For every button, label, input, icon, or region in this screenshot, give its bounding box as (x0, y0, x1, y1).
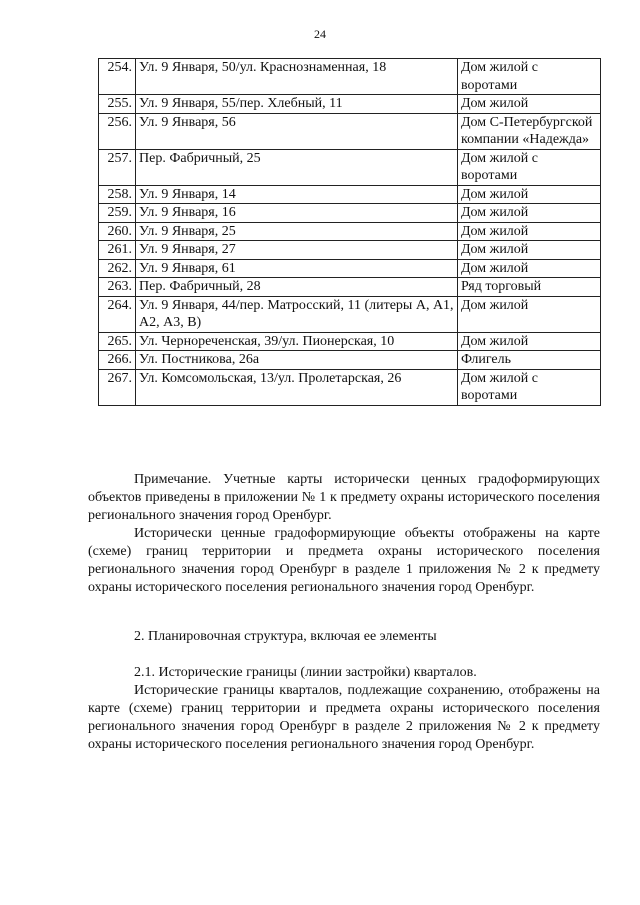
row-type: Дом жилой (458, 296, 601, 332)
row-address: Ул. 9 Января, 16 (136, 204, 458, 223)
table-row (99, 59, 601, 95)
row-type: Дом жилой (458, 95, 601, 114)
row-type: Дом жилой (458, 204, 601, 223)
row-type: Дом жилой (458, 222, 601, 241)
row-address: Ул. 9 Января, 56 (136, 113, 458, 149)
row-number: 261. (99, 241, 136, 260)
row-number: 257. (99, 149, 136, 185)
row-address: Ул. 9 Января, 50/ул. Краснознаменная, 18 (136, 59, 458, 95)
row-type: Дом жилой с воротами (458, 59, 601, 95)
row-address: Ул. 9 Января, 14 (136, 185, 458, 204)
row-type: Флигель (458, 351, 601, 370)
objects-table-body (99, 59, 601, 406)
row-number: 259. (99, 204, 136, 223)
row-number: 255. (99, 95, 136, 114)
table-row (99, 351, 601, 370)
row-number: 265. (99, 332, 136, 351)
row-address: Ул. Комсомольская, 13/ул. Пролетарская, 26 (136, 369, 458, 405)
row-address: Ул. 9 Января, 27 (136, 241, 458, 260)
row-type: Дом жилой (458, 241, 601, 260)
row-address: Пер. Фабричный, 28 (136, 278, 458, 297)
row-address: Ул. 9 Января, 61 (136, 259, 458, 278)
table-row (99, 259, 601, 278)
note-paragraph: Примечание. Учетные карты исторически ценных градоформирующих объектов приведены в приложении № 1 к предмету охраны исторического поселения регионального значения город Оренбург. (88, 472, 600, 523)
table-row (99, 95, 601, 114)
objects-table (98, 58, 601, 406)
row-type: Ряд торговый (458, 278, 601, 297)
table-row (99, 369, 601, 405)
row-address: Ул. 9 Января, 25 (136, 222, 458, 241)
row-number: 266. (99, 351, 136, 370)
row-address: Ул. 9 Января, 55/пер. Хлебный, 11 (136, 95, 458, 114)
row-type: Дом жилой (458, 259, 601, 278)
row-type: Дом жилой с воротами (458, 369, 601, 405)
page-number: 24 (314, 27, 326, 41)
row-address: Пер. Фабричный, 25 (136, 149, 458, 185)
row-address: Ул. Чернореченская, 39/ул. Пионерская, 10 (136, 332, 458, 351)
table-row (99, 241, 601, 260)
table-row (99, 296, 601, 332)
row-number: 262. (99, 259, 136, 278)
row-number: 256. (99, 113, 136, 149)
subsection-heading: 2.1. Исторические границы (линии застройки) кварталов. (134, 665, 477, 680)
row-address: Ул. Постникова, 26а (136, 351, 458, 370)
row-number: 267. (99, 369, 136, 405)
map-paragraph: Исторически ценные градоформирующие объекты отображены на карте (схеме) границ территории и предмета охраны исторического поселения регионального значения город Оренбург в разделе 1 приложения № 2 к предмету охраны исторического поселения регионального значения город Оренбург. (88, 526, 600, 595)
table-row (99, 332, 601, 351)
boundaries-paragraph: Исторические границы кварталов, подлежащие сохранению, отображены на карте (схеме) границ территории и предмета охраны исторического поселения регионального значения город Оренбург в разделе 2 приложения № 2 к предмету охраны исторического поселения регионального значения город Оренбург. (88, 683, 600, 752)
row-address: Ул. 9 Января, 44/пер. Матросский, 11 (литеры А, А1, А2, А3, В) (136, 296, 458, 332)
section-heading: 2. Планировочная структура, включая ее элементы (134, 629, 437, 644)
row-type: Дом жилой (458, 185, 601, 204)
table-row (99, 222, 601, 241)
row-type: Дом жилой (458, 332, 601, 351)
row-number: 260. (99, 222, 136, 241)
row-number: 254. (99, 59, 136, 95)
row-type: Дом С-Петербургской компании «Надежда» (458, 113, 601, 149)
row-type: Дом жилой с воротами (458, 149, 601, 185)
table-row (99, 149, 601, 185)
row-number: 263. (99, 278, 136, 297)
table-row (99, 204, 601, 223)
row-number: 258. (99, 185, 136, 204)
row-number: 264. (99, 296, 136, 332)
table-row (99, 185, 601, 204)
table-row (99, 278, 601, 297)
table-row (99, 113, 601, 149)
